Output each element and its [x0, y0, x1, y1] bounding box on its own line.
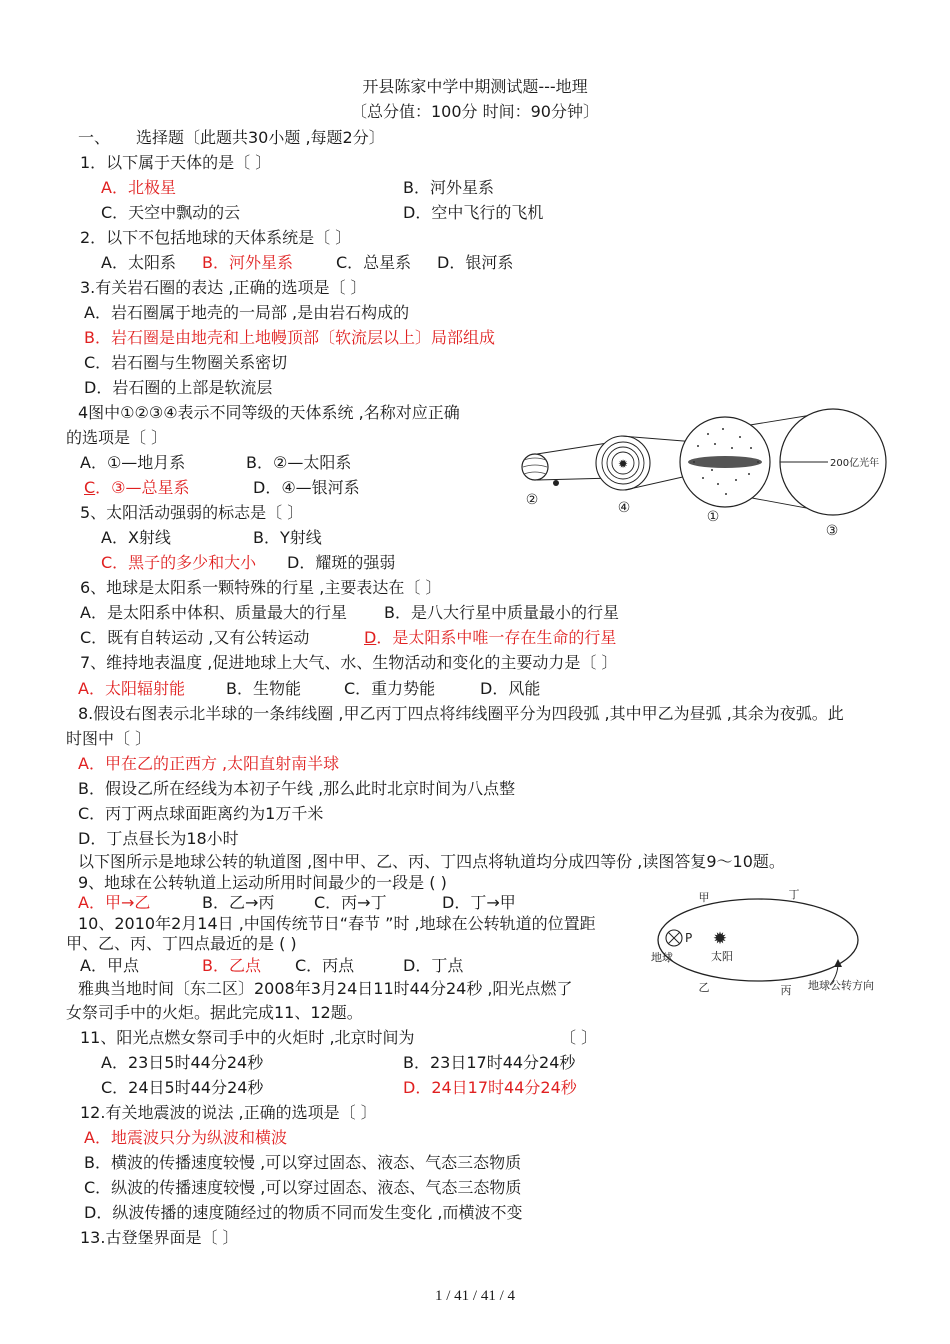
q4-stem-line2: 的选项是〔 〕	[66, 428, 168, 447]
q11-12-intro-line2: 女祭司手中的火炬。据此完成11、12题。	[66, 1003, 363, 1022]
page-subtitle: 〔总分值：100分 时间：90分钟〕	[351, 102, 599, 121]
q3-option-c: C．岩石圈与生物圈关系密切	[84, 353, 288, 372]
q11-option-b: B．23日17时44分24秒	[403, 1053, 576, 1072]
q12-option-c: C．纵波的传播速度较慢 ,可以穿过固态、液态、气态三态物质	[84, 1178, 522, 1197]
q1-option-a: A．北极星	[101, 178, 176, 197]
orbit-label-jia: 甲	[698, 891, 710, 904]
page-number: 1 / 41 / 41 / 4	[434, 1288, 515, 1304]
orbit-label-earth: 地球	[651, 951, 673, 964]
q4-option-c-text: ．③—总星系	[95, 478, 190, 497]
q12-option-b: B．横波的传播速度较慢 ,可以穿过固态、液态、气态三态物质	[84, 1153, 522, 1172]
q9-option-b: B．乙→丙	[202, 893, 275, 912]
q8-stem-line2: 时图中〔 〕	[66, 729, 152, 748]
orbit-label-sun: 太阳	[711, 950, 733, 963]
q4-option-d: D．④—银河系	[253, 478, 360, 497]
q7-option-b: B．生物能	[226, 679, 301, 698]
q4-option-c	[84, 478, 190, 498]
q3-option-d: D．岩石圈的上部是软流层	[84, 378, 273, 397]
q4-stem-line1: 4图中①②③④表示不同等级的天体系统 ,名称对应正确	[78, 403, 460, 422]
q6-stem: 6、地球是太阳系一颗特殊的行星 ,主要表达在〔 〕	[80, 578, 442, 597]
section-title: 选择题〔此题共30小题 ,每题2分〕	[136, 128, 385, 147]
fig4-number-3: ③	[825, 523, 839, 539]
q3-option-a: A．岩石圈属于地壳的一局部 ,是由岩石构成的	[84, 303, 410, 322]
q1-stem: 1．以下属于天体的是〔 〕	[80, 153, 272, 172]
q11-option-d: D．24日17时44分24秒	[403, 1078, 577, 1097]
q6-option-a: A．是太阳系中体积、质量最大的行星	[80, 603, 347, 622]
q7-stem: 7、维持地表温度 ,促进地球上大气、水、生物活动和变化的主要动力是〔 〕	[80, 653, 618, 672]
q5-option-c: C．黑子的多少和大小	[101, 553, 257, 572]
q8-option-c: C．丙丁两点球面距离约为1万千米	[78, 804, 324, 823]
q11-stem: 11、阳光点燃女祭司手中的火炬时 ,北京时间为	[80, 1028, 415, 1047]
q8-option-b: B．假设乙所在经线为本初子午线 ,那么此时北京时间为八点整	[78, 779, 516, 798]
q7-option-a: A．太阳辐射能	[78, 679, 185, 698]
page-title: 开县陈家中学中期测试题---地理	[362, 77, 588, 96]
q2-option-b: B．河外星系	[202, 253, 293, 272]
q2-option-d: D．银河系	[437, 253, 514, 272]
q4-option-a: A．①—地月系	[80, 453, 186, 472]
q3-stem: 3.有关岩石圈的表达 ,正确的选项是〔 〕	[80, 278, 367, 297]
q12-stem: 12.有关地震波的说法 ,正确的选项是〔 〕	[80, 1103, 377, 1122]
q8-option-a: A．甲在乙的正西方 ,太阳直射南半球	[78, 754, 340, 773]
q5-option-d: D．耀斑的强弱	[287, 553, 396, 572]
q6-option-c: C．既有自转运动 ,又有公转运动	[80, 628, 310, 647]
q2-stem: 2．以下不包括地球的天体系统是〔 〕	[80, 228, 352, 247]
q8-option-d: D．丁点昼长为18小时	[78, 829, 239, 848]
q4-option-c-letter: C	[84, 478, 96, 497]
q11-option-a: A．23日5时44分24秒	[101, 1053, 264, 1072]
q10-option-a: A．甲点	[80, 956, 139, 975]
orbit-figure	[640, 885, 890, 1000]
sun-icon: ✹	[712, 929, 728, 949]
q5-option-b: B．Y射线	[253, 528, 322, 547]
q2-option-a: A．太阳系	[101, 253, 176, 272]
section-number: 一、	[78, 128, 111, 147]
q4-option-b: B．②—太阳系	[246, 453, 352, 472]
q5-option-a: A．X射线	[101, 528, 171, 547]
q8-stem-line1: 8.假设右图表示北半球的一条纬线圈 ,甲乙丙丁四点将纬线圈平分为四段弧 ,其中甲乙为昼弧 ,其余为夜弧。此	[78, 704, 844, 723]
q13-stem: 13.古登堡界面是〔 〕	[80, 1228, 239, 1247]
fig4-label-200: 200亿光年	[830, 458, 880, 469]
q10-stem-line1: 10、2010年2月14日 ,中国传统节日“春节 ”时 ,地球在公转轨道的位置距	[78, 914, 596, 933]
q3-option-b: B．岩石圈是由地壳和上地幔顶部〔软流层以上〕局部组成	[84, 328, 495, 347]
fig4-number-2: ②	[525, 492, 539, 508]
q7-option-d: D．风能	[480, 679, 541, 698]
q9-stem: 9、地球在公转轨道上运动所用时间最少的一段是 ( )	[78, 873, 447, 892]
q6-option-b: B．是八大行星中质量最小的行星	[384, 603, 619, 622]
q1-option-d: D．空中飞行的飞机	[403, 203, 544, 222]
q9-option-c: C．丙→丁	[314, 893, 387, 912]
celestial-systems-figure	[518, 404, 890, 540]
fig4-number-1: ①	[706, 509, 720, 525]
q12-option-a: A．地震波只分为纵波和横波	[84, 1128, 287, 1147]
q2-option-c: C．总星系	[336, 253, 412, 272]
q11-answer-paren: 〔 〕	[560, 1028, 598, 1047]
q10-option-b: B．乙点	[202, 956, 261, 975]
fig4-galaxy-disk	[688, 456, 762, 468]
q1-option-c: C．天空中飘动的云	[101, 203, 241, 222]
orbit-label-p: P	[685, 931, 693, 945]
q6-option-d-text: ．是太阳系中唯一存在生命的行星	[376, 628, 617, 647]
q7-option-c: C．重力势能	[344, 679, 436, 698]
q9-option-d: D．丁→甲	[442, 893, 516, 912]
q10-option-c: C．丙点	[295, 956, 355, 975]
q6-option-d	[364, 628, 616, 648]
q1-option-b: B．河外星系	[403, 178, 494, 197]
orbit-label-yi: 乙	[698, 981, 710, 994]
q10-stem-line2: 甲、乙、丙、丁四点最近的是 ( )	[66, 934, 297, 953]
q6-option-d-letter: D	[364, 628, 377, 647]
q9-10-intro: 以下图所示是地球公转的轨道图 ,图中甲、乙、丙、丁四点将轨道均分成四等份 ,读图答复9～10题。	[78, 852, 785, 871]
orbit-label-direction: 地球公转方向	[808, 979, 874, 992]
fig4-number-4: ④	[617, 500, 631, 516]
q11-12-intro-line1: 雅典当地时间〔东二区〕2008年3月24日11时44分24秒 ,阳光点燃了	[78, 979, 573, 998]
q12-option-d: D．纵波传播的速度随经过的物质不同而发生变化 ,而横波不变	[84, 1203, 523, 1222]
q5-stem: 5、太阳活动强弱的标志是〔 〕	[80, 503, 304, 522]
q9-option-a: A．甲→乙	[78, 893, 151, 912]
orbit-label-bing: 丙	[780, 984, 792, 997]
orbit-label-ding: 丁	[788, 888, 800, 901]
fig4-moon-dot	[553, 480, 559, 486]
fig4-sun-icon: ✹	[617, 457, 629, 471]
q11-option-c: C．24日5时44分24秒	[101, 1078, 264, 1097]
q10-option-d: D．丁点	[403, 956, 464, 975]
